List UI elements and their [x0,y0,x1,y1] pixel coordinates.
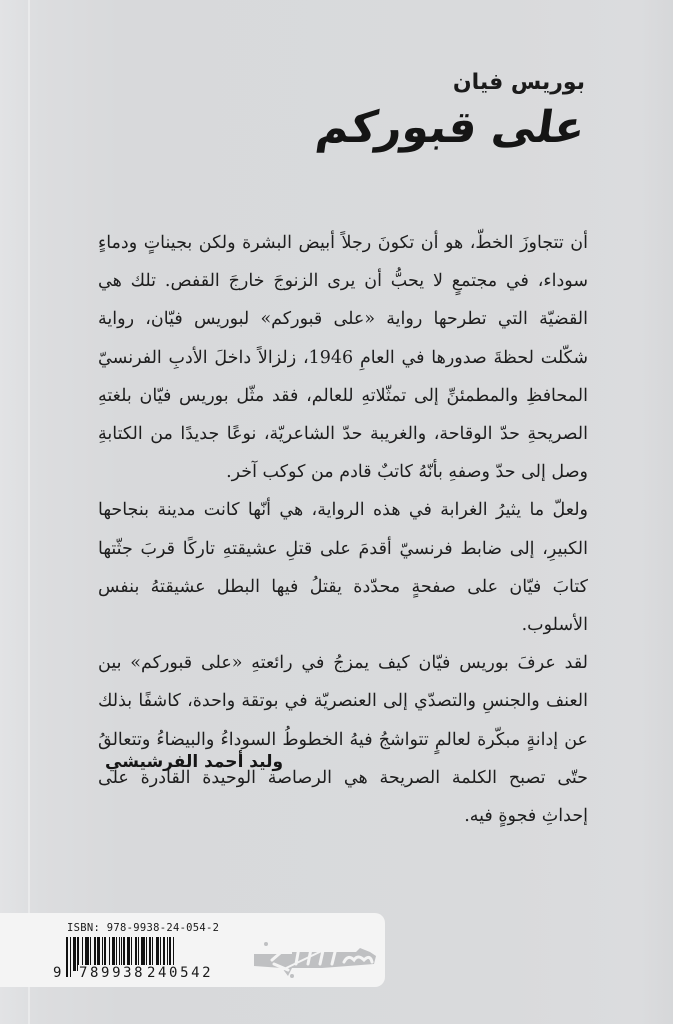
book-title: على قبوركم [313,102,589,153]
blurb-paragraph-2: ولعلّ ما يثيرُ الغرابة في هذه الرواية، هي أنّها كانت مدينة بنجاحها الكبيرِ، إلى ضابط فرنسيّ أقدمَ على قتلِ عشيقتهِ تاركًا قربَ جثّتها كتابَ فيّان على صفحةٍ محدّدة يقتلُ فيها البطل عشيقتهُ بنفس الأسلوب. [98,500,588,636]
barcode-digit-first: 9 [53,965,62,981]
author-name: بوريس فيان [452,70,585,95]
barcode-digits-right: 240542 [147,965,214,981]
barcode-digits-left: 789938 [79,965,146,981]
publisher-logo-icon [252,918,382,982]
spine-fold-line [28,0,30,1024]
blurb-signature: وليد أحمد الفرشيشي [105,752,284,772]
cover-header [313,68,589,156]
isbn-label: ISBN: 978-9938-24-054-2 [67,922,220,934]
blurb-paragraph-1: أن تتجاوزَ الخطّ، هو أن تكونَ رجلاً أبيض البشرة ولكن بجيناتٍ ودماءٍ سوداء، في مجتمعٍ لا يحبُّ أن يرى الزنوجَ خارجَ القفص. تلك هي القضيّة التي تطرحها رواية «على قبوركم» لبوريس فيّان، رواية شكّلت لحظةَ صدورها في العامِ 1946، زلزالاً داخلَ الأدبِ الفرنسيّ المحافظِ والمطمئنِّ إلى تمثّلاتهِ للعالم، فقد مثّل بوريس فيّان بلغتهِ الصريحةِ حدّ الوقاحة، والغريبة حدّ الشاعريّة، نوعًا جديدًا من الكتابةِ وصل إلى حدّ وصفهِ بأنّهُ كاتبٌ قادم من كوكب آخر. [98,233,588,483]
blurb-paragraph-3: لقد عرفَ بوريس فيّان كيف يمزجُ في رائعتهِ «على قبوركم» بين العنف والجنسِ والتصدّي إلى العنصريّة في بوتقة واحدة، كاشفًا بذلك عن إدانةٍ مبكّرة لعالمٍ تتواشجُ فيهُ الخطوطُ السوداءُ والبيضاءُ وتتعالقُ حتّى تصبح الكلمة الصريحة هي الرصاصة الوحيدة القادرة على إحداثِ فجوةٍ فيه. [98,653,588,827]
blurb-text [98,224,588,835]
